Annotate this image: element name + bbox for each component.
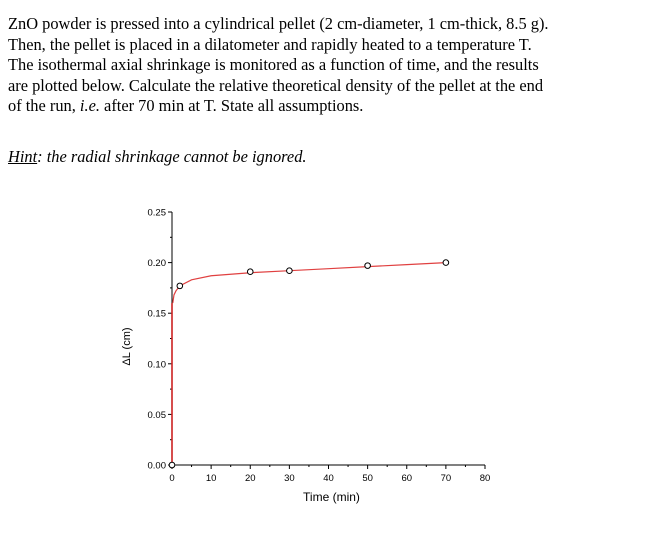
- x-tick-label: 70: [440, 473, 452, 484]
- y-tick-label: 0.00: [147, 460, 166, 472]
- x-tick-label: 80: [479, 473, 491, 484]
- problem-line-4: are plotted below. Calculate the relative theoretical density of the pellet at the end: [8, 75, 544, 95]
- y-tick-label: 0.10: [147, 359, 166, 371]
- problem-line-5-start: of the run,: [8, 96, 80, 115]
- x-tick-label: 50: [362, 473, 373, 484]
- chart-axes: [172, 212, 485, 465]
- data-point: [169, 462, 175, 468]
- x-tick-label: 10: [205, 473, 217, 484]
- x-tick-label: 20: [244, 473, 256, 484]
- hint: [8, 147, 306, 167]
- hint-text: : the radial shrinkage cannot be ignored.: [37, 147, 307, 166]
- y-tick-label: 0.15: [147, 308, 166, 320]
- problem-statement: [8, 14, 658, 117]
- hint-label: Hint: [8, 147, 38, 166]
- problem-line-1: ZnO powder is pressed into a cylindrical pellet (2 cm-diameter, 1 cm-thick, 8.5 g).: [8, 14, 549, 33]
- y-tick-label: 0.25: [147, 207, 166, 219]
- data-point: [287, 268, 293, 274]
- data-point: [443, 260, 449, 266]
- x-tick-label: 40: [323, 473, 334, 484]
- x-ticks: [169, 465, 490, 484]
- data-point: [247, 269, 253, 275]
- y-tick-label: 0.20: [147, 258, 166, 270]
- problem-line-3: The isothermal axial shrinkage is monitored as a function of time, and the results: [8, 55, 539, 74]
- problem-line-2: Then, the pellet is placed in a dilatometer and rapidly heated to a temperature T.: [8, 34, 532, 54]
- y-axis-label: ΔL (cm): [121, 327, 133, 366]
- x-tick-label: 60: [401, 473, 413, 484]
- data-point: [177, 283, 183, 289]
- fit-curve: [173, 263, 446, 303]
- problem-line-5-end: after 70 min at T. State all assumptions.: [99, 96, 364, 115]
- shrinkage-chart: [0, 195, 670, 515]
- y-tick-label: 0.05: [147, 409, 166, 421]
- data-point: [365, 263, 371, 269]
- x-tick-label: 0: [169, 473, 175, 484]
- x-tick-label: 30: [284, 473, 295, 484]
- problem-line-5: [8, 96, 658, 117]
- problem-ie: i.e.: [79, 96, 100, 115]
- data-points: [169, 260, 448, 468]
- y-ticks: [148, 208, 173, 472]
- x-axis-label: Time (min): [303, 490, 360, 504]
